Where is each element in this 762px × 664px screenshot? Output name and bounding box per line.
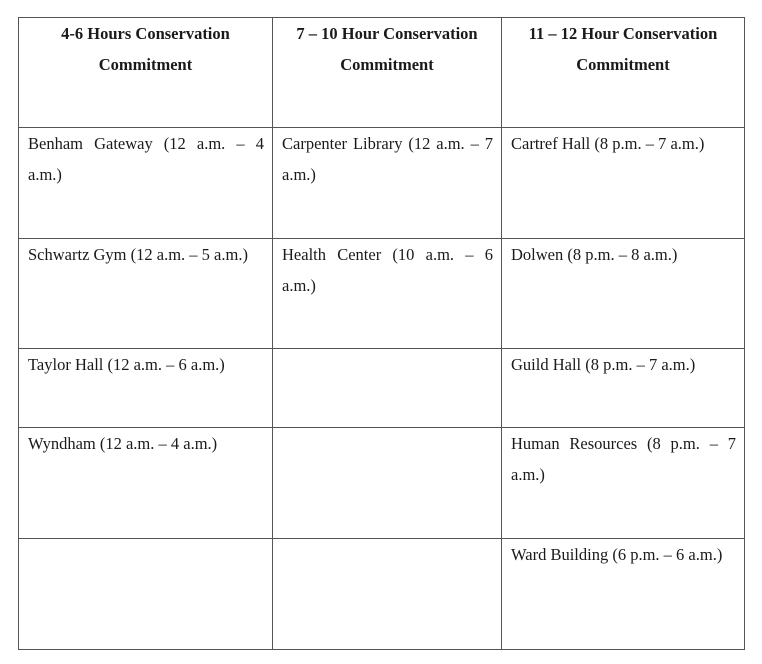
header-7-10-hours <box>273 18 502 128</box>
header-line-2: Commitment <box>340 55 434 74</box>
table-cell <box>502 128 745 239</box>
table-cell <box>19 128 273 239</box>
table-row <box>19 239 745 349</box>
cell-text: Health Center (10 a.m. – 6 a.m.) <box>282 245 493 295</box>
table-cell <box>19 239 273 349</box>
table-cell <box>273 428 502 539</box>
header-4-6-hours <box>19 18 273 128</box>
table-cell <box>502 239 745 349</box>
header-line-1: 7 – 10 Hour Conservation <box>296 24 478 43</box>
cell-text: Taylor Hall (12 a.m. – 6 a.m.) <box>28 355 225 374</box>
table-cell <box>273 239 502 349</box>
header-line-2: Commitment <box>576 55 670 74</box>
table-row <box>19 428 745 539</box>
table-cell <box>502 428 745 539</box>
cell-text: Carpenter Library (12 a.m. – 7 a.m.) <box>282 134 493 184</box>
conservation-schedule-table <box>18 17 745 650</box>
cell-text: Benham Gateway (12 a.m. – 4 a.m.) <box>28 134 264 184</box>
cell-text: Ward Building (6 p.m. – 6 a.m.) <box>511 545 723 564</box>
cell-text: Cartref Hall (8 p.m. – 7 a.m.) <box>511 134 705 153</box>
table-row <box>19 128 745 239</box>
header-line-1: 11 – 12 Hour Conservation <box>528 24 718 43</box>
cell-text: Wyndham (12 a.m. – 4 a.m.) <box>28 434 218 453</box>
table-row <box>19 349 745 428</box>
table-cell <box>19 428 273 539</box>
table-row <box>19 539 745 650</box>
cell-text: Guild Hall (8 p.m. – 7 a.m.) <box>511 355 696 374</box>
table-header-row <box>19 18 745 128</box>
cell-text: Dolwen (8 p.m. – 8 a.m.) <box>511 245 678 264</box>
table-cell <box>502 349 745 428</box>
table-cell <box>273 539 502 650</box>
cell-text: Human Resources (8 p.m. – 7 a.m.) <box>511 434 736 484</box>
table-cell <box>273 128 502 239</box>
cell-text: Schwartz Gym (12 a.m. – 5 a.m.) <box>28 245 248 264</box>
header-line-1: 4-6 Hours Conservation <box>61 24 230 43</box>
table-cell <box>19 349 273 428</box>
table-cell <box>19 539 273 650</box>
header-11-12-hours <box>502 18 745 128</box>
table-cell <box>273 349 502 428</box>
table-cell <box>502 539 745 650</box>
header-line-2: Commitment <box>98 55 193 74</box>
